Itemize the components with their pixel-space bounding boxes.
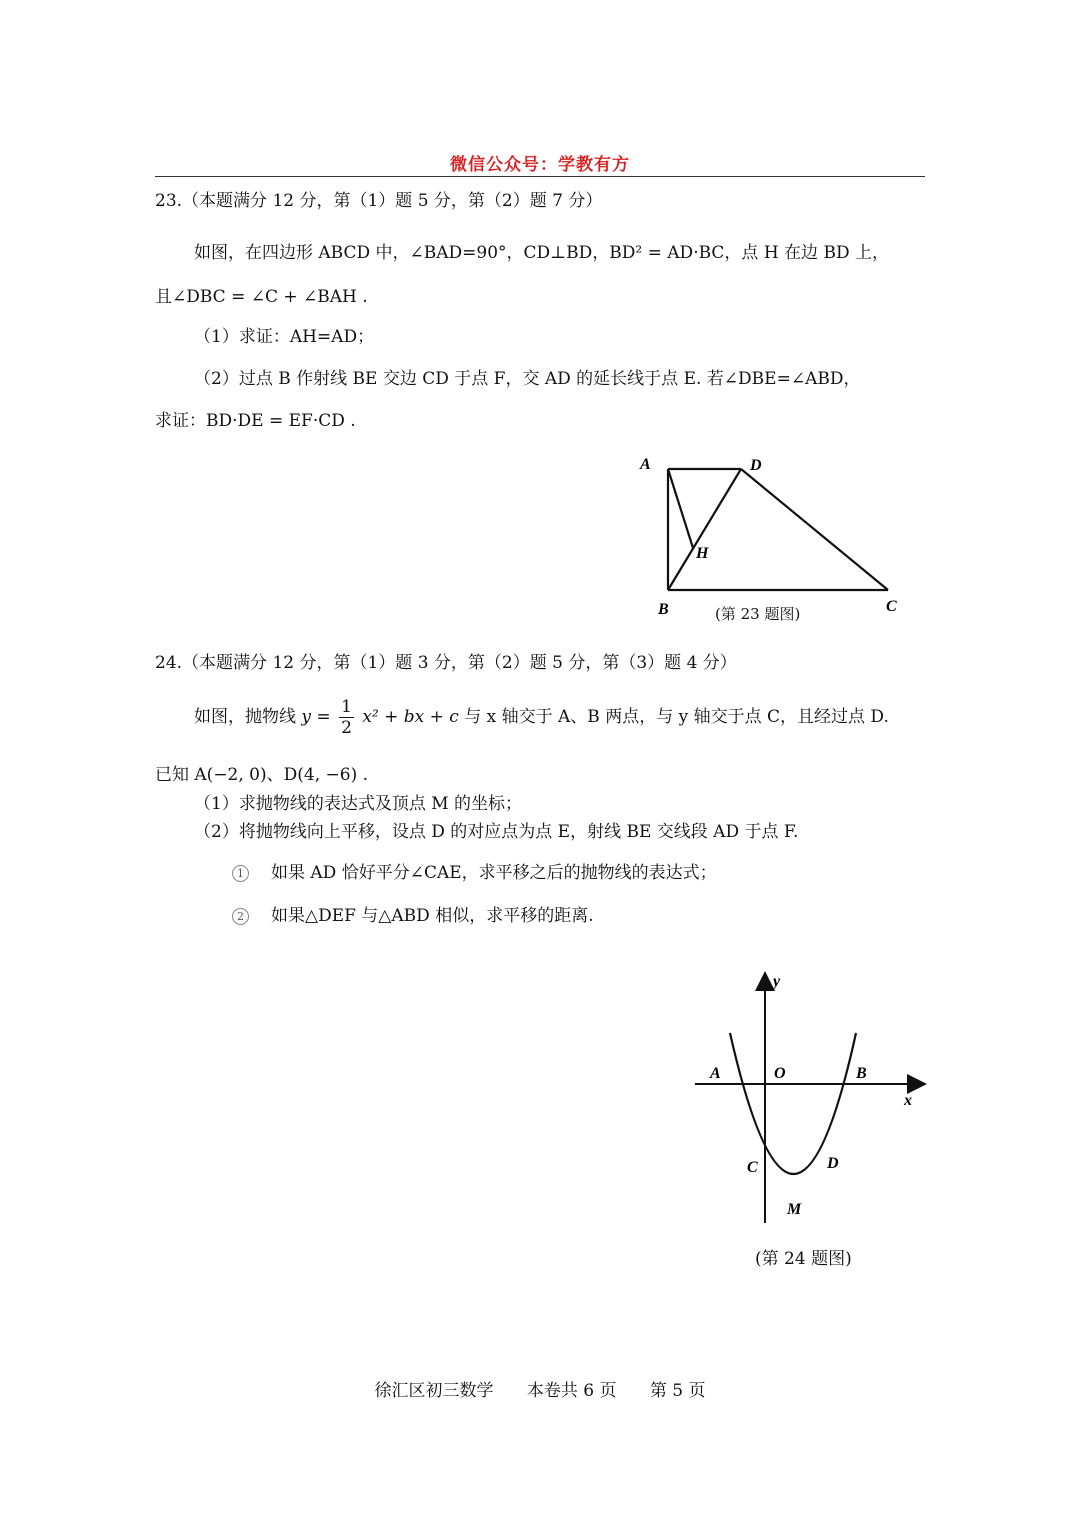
q24-heading: 24.（本题满分 12 分，第（1）题 3 分，第（2）题 5 分，第（3）题 4 分）	[155, 653, 737, 673]
q24-equation-fraction	[339, 697, 354, 738]
footer-page-number: 第 5 页	[649, 1381, 706, 1401]
q23-segment-BD	[668, 469, 741, 590]
q24-stem-prefix: 如图，抛物线	[194, 707, 296, 727]
q24-part2: （2）将抛物线向上平移，设点 D 的对应点为点 E，射线 BE 交线段 AD 于点 F.	[194, 822, 799, 842]
page-header-title: 微信公众号：学教有方	[155, 150, 925, 177]
circled-number-2-icon: 2	[232, 908, 249, 925]
q24-equation-y: y =	[301, 707, 331, 727]
q23-label-H: H	[696, 545, 709, 562]
q23-segment-AH	[668, 469, 693, 548]
q23-heading: 23.（本题满分 12 分，第（1）题 5 分，第（2）题 7 分）	[155, 191, 603, 211]
q23-part2-line2: 求证：BD·DE = EF·CD .	[155, 411, 356, 431]
q23-label-B: B	[658, 601, 669, 618]
q24-stem-line1	[194, 695, 889, 739]
q24-label-A: A	[710, 1065, 721, 1082]
q23-part1: （1）求证：AH=AD；	[194, 327, 375, 347]
q24-sub2	[232, 905, 594, 927]
q23-stem-line1: 如图，在四边形 ABCD 中，∠BAD=90°，CD⊥BD，BD² = AD·BC，点 H 在边 BD 上，	[194, 243, 889, 263]
q23-label-C: C	[886, 598, 897, 615]
q24-equation-rest: x² + bx + c	[362, 707, 459, 727]
footer-school-subject: 徐汇区初三数学	[374, 1381, 494, 1401]
q24-label-y: y	[773, 973, 781, 990]
q24-fraction-denominator: 2	[341, 718, 352, 738]
q23-label-A: A	[640, 456, 651, 473]
q24-label-M: M	[787, 1201, 802, 1218]
q24-sub1-text: 如果 AD 恰好平分∠CAE，求平移之后的抛物线的表达式；	[271, 863, 717, 883]
q23-label-D: D	[750, 457, 762, 474]
q24-part1: （1）求抛物线的表达式及顶点 M 的坐标；	[194, 794, 523, 814]
q23-part2-line1: （2）过点 B 作射线 BE 交边 CD 于点 F，交 AD 的延长线于点 E. 若∠DBE=∠ABD，	[194, 369, 861, 389]
q24-fraction-numerator: 1	[341, 697, 352, 717]
parabola-curve	[730, 1033, 856, 1174]
q24-label-B: B	[856, 1065, 867, 1082]
q24-label-x: x	[904, 1092, 912, 1109]
page-footer	[0, 1376, 1080, 1401]
q24-sub2-text: 如果△DEF 与△ABD 相似，求平移的距离.	[271, 906, 594, 926]
q23-segment-DC	[741, 469, 888, 590]
q24-label-D: D	[827, 1155, 839, 1172]
footer-total-pages: 本卷共 6 页	[526, 1381, 617, 1401]
q24-known: 已知 A(−2, 0)、D(4, −6) .	[155, 765, 369, 785]
q23-stem-line2: 且∠DBC = ∠C + ∠BAH .	[155, 287, 368, 307]
q24-figure-caption: (第 24 题图)	[755, 1249, 852, 1269]
q23-figure-caption: (第 23 题图)	[715, 605, 801, 623]
q24-sub1	[232, 862, 717, 884]
q24-label-C: C	[747, 1159, 758, 1176]
q24-label-O: O	[774, 1065, 786, 1082]
circled-number-1-icon: 1	[232, 865, 249, 882]
q24-stem-suffix: 与 x 轴交于 A、B 两点，与 y 轴交于点 C，且经过点 D.	[464, 707, 889, 727]
q24-figure	[690, 965, 935, 1230]
